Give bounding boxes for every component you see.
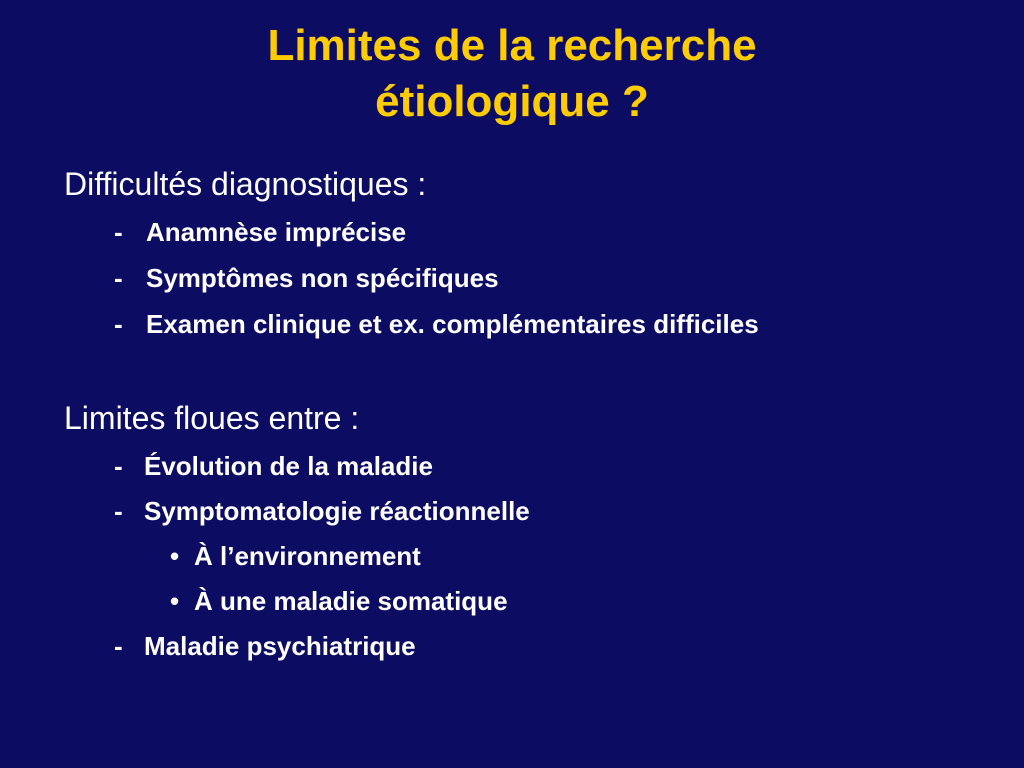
list-item-anamnese: Anamnèse imprécise: [146, 217, 407, 247]
list-item-psychiatrique: Maladie psychiatrique: [144, 631, 416, 661]
bullet-marker: •: [170, 541, 180, 571]
dash-marker: -: [114, 309, 123, 339]
dash-marker: -: [114, 631, 123, 661]
slide-title: [0, 18, 1024, 130]
sub-item-somatique: À une maladie somatique: [194, 586, 508, 616]
title-line-2: étiologique ?: [375, 77, 649, 126]
dash-marker: -: [114, 263, 123, 293]
list-item-evolution: Évolution de la maladie: [144, 451, 433, 481]
list-item-symptomatologie: Symptomatologie réactionnelle: [144, 496, 530, 526]
bullet-marker: •: [170, 586, 180, 616]
section-heading-limites: Limites floues entre :: [64, 400, 360, 436]
dash-marker: -: [114, 217, 123, 247]
section-heading-difficulties: Difficultés diagnostiques :: [64, 166, 427, 202]
dash-marker: -: [114, 451, 123, 481]
sub-item-environnement: À l’environnement: [194, 541, 421, 571]
dash-marker: -: [114, 496, 123, 526]
list-item-examen: Examen clinique et ex. complémentaires difficiles: [146, 309, 759, 339]
list-item-symptomes: Symptômes non spécifiques: [146, 263, 499, 293]
title-line-1: Limites de la recherche: [267, 21, 757, 70]
